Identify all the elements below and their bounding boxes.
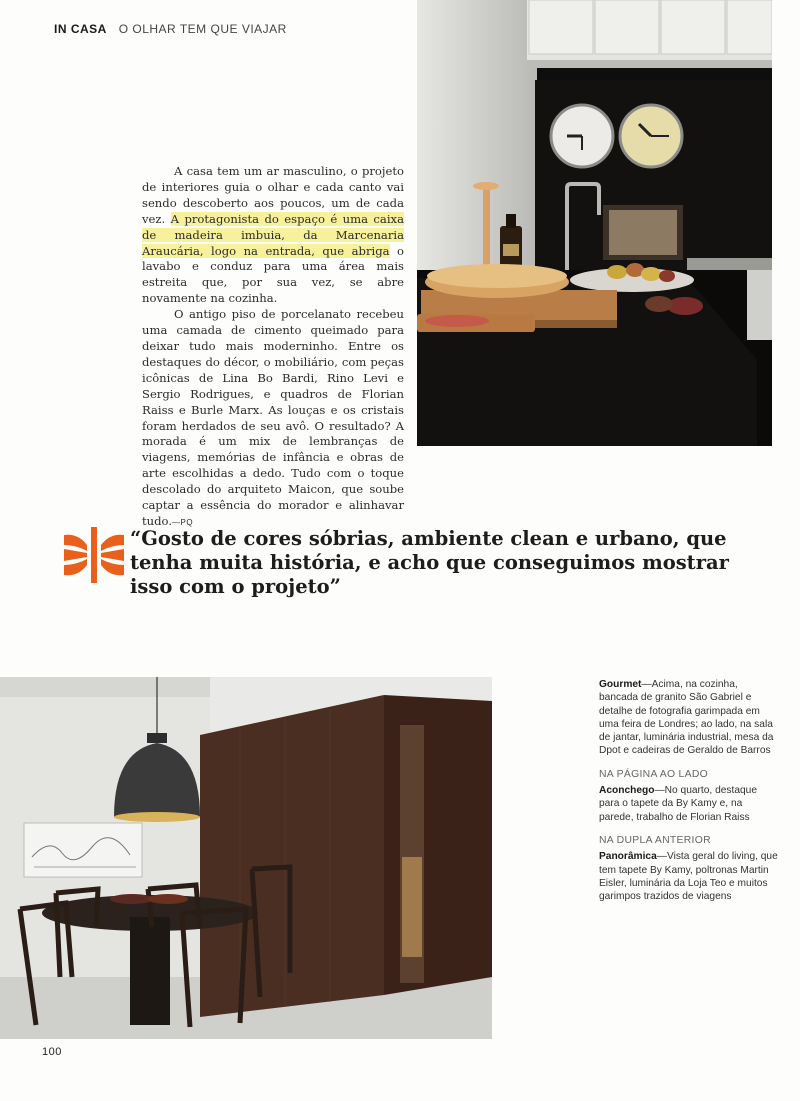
caption-title: Gourmet bbox=[599, 679, 642, 690]
article-body bbox=[142, 164, 404, 531]
article-paragraph: O antigo piso de porcelanato recebeu uma camada de cimento queimado para deixar tudo mais moderninho. Entre os destaques do décor, o mobiliário, com peças icônicas de Lina Bo Bardi, Rino Levi e Sergio Rodrigues, e quadros de Florian Raiss e Burle Marx. As louças e os cristais foram herdados de seu avô. O resultado? A morada é um mix de lembranças de viagens, memórias de infância e obras de arte escolhidas a dedo. Tudo com o toque descolado do arquiteto Maicon, que soube captar a essência do morador e alinhavar tudo.—PQ bbox=[142, 307, 404, 528]
caption-title: Panorâmica bbox=[599, 851, 657, 863]
pull-quote: “Gosto de cores sóbrias, ambiente clean e urbano, que tenha muita história, e acho que conseguimos mostrar isso com o projeto” bbox=[130, 527, 729, 598]
running-header bbox=[54, 22, 287, 36]
caption-aconchego: Aconchego—No quarto, destaque para o tapete da By Kamy e, na parede, trabalho de Florian Raiss bbox=[599, 785, 757, 823]
kitchen-illustration bbox=[417, 0, 772, 446]
kitchen-photo bbox=[417, 0, 772, 446]
quote-ornament-icon bbox=[64, 527, 124, 583]
caption-gourmet: Gourmet—Acima, na cozinha, bancada de granito São Gabriel e detalhe de fotografia garimpada em uma feira de Londres; ao lado, na sala de jantar, luminária industrial, mesa da Dpot e cadeiras de Geraldo de Barros bbox=[599, 679, 774, 757]
dining-room-photo bbox=[0, 677, 492, 1039]
caption-title: Aconchego bbox=[599, 785, 655, 797]
caption-heading: NA PÁGINA AO LADO bbox=[599, 768, 709, 780]
highlighted-text: A protagonista do espaço é uma caixa de madeira imbuia, da Marcenaria Araucária, logo na entrada, que abriga bbox=[142, 211, 405, 258]
dining-illustration bbox=[0, 677, 492, 1039]
page-number: 100 bbox=[42, 1046, 62, 1058]
author-signature: —PQ bbox=[172, 517, 194, 527]
article-paragraph: A casa tem um ar masculino, o projeto de interiores guia o olhar e cada canto vai sendo descoberto aos poucos, um de cada vez. A protagonista do espaço é uma caixa de madeira imbuia, da Marcenaria Araucária, logo na entrada, que abriga o lavabo e conduz para uma área mais estreita que, por sua vez, se abre novamente na cozinha. bbox=[142, 164, 405, 306]
photo-captions bbox=[599, 678, 779, 913]
section-subtitle: O OLHAR TEM QUE VIAJAR bbox=[118, 22, 287, 36]
section-label: IN CASA bbox=[54, 22, 107, 36]
caption-heading: NA DUPLA ANTERIOR bbox=[599, 834, 711, 846]
caption-panoramica: Panorâmica—Vista geral do living, que tem tapete By Kamy, poltronas Martin Eisler, luminária da Loja Teo e muitos garimpos trazidos de viagens bbox=[599, 851, 778, 903]
